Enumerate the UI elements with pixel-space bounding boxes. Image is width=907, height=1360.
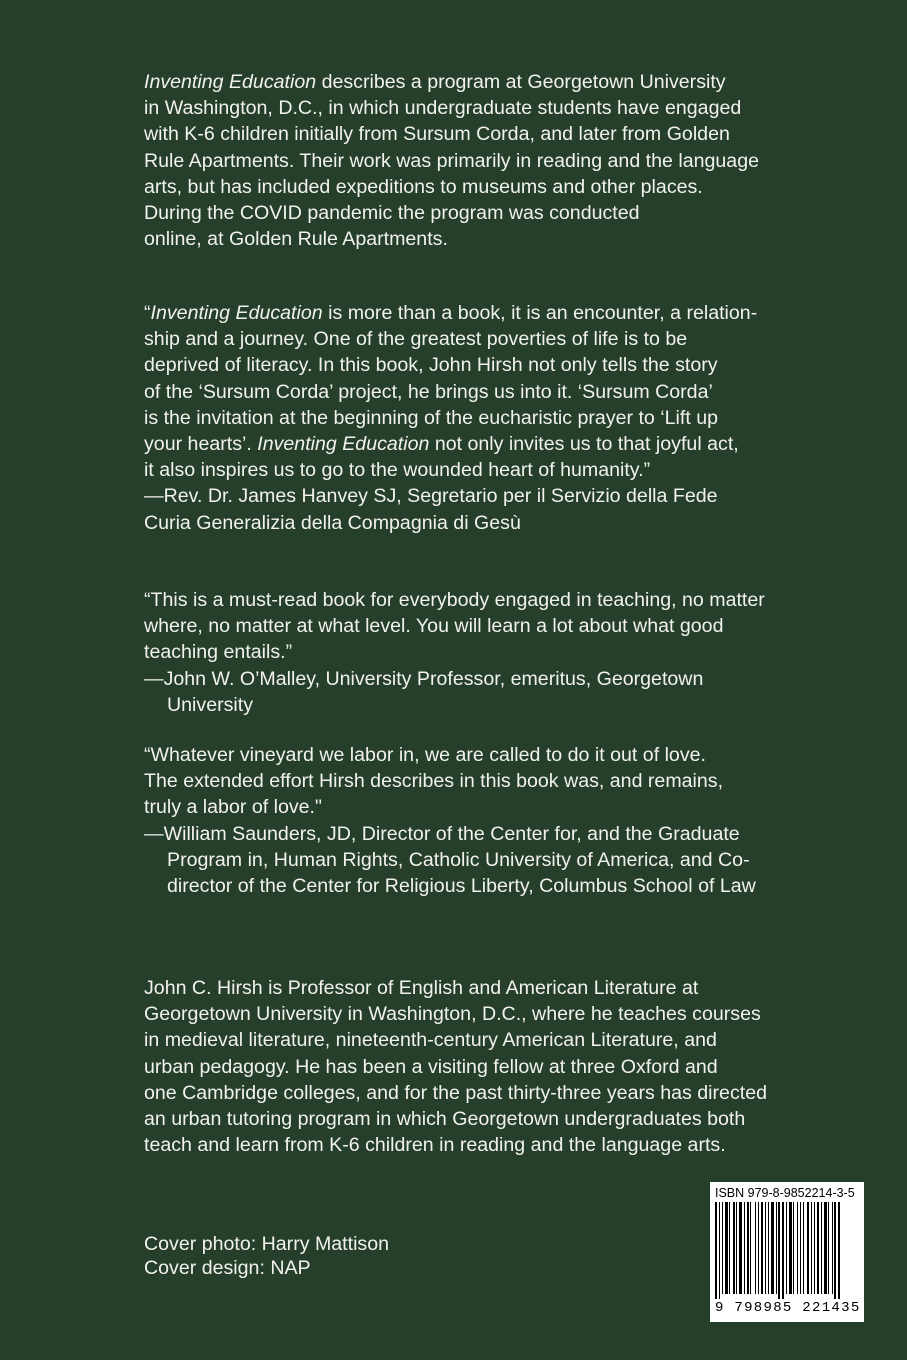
endorsement-omalley [144, 587, 834, 718]
barcode-bar [755, 1202, 756, 1294]
barcode-bar [729, 1202, 730, 1294]
barcode-bar [747, 1202, 749, 1294]
barcode-bar [832, 1202, 833, 1294]
endorsement-hanvey [144, 300, 834, 536]
barcode-bar [739, 1202, 742, 1294]
description-line: Rule Apartments. Their work was primarily in reading and the language [144, 149, 759, 172]
barcode-bar [786, 1202, 787, 1294]
barcode-bar [725, 1202, 728, 1294]
quote-attribution: —Rev. Dr. James Hanvey SJ, Segretario per il Servizio della Fede Curia Generalizia della Compagnia di Gesù [144, 485, 718, 534]
barcode-bar [715, 1202, 717, 1299]
barcode-bar [797, 1202, 798, 1294]
barcode-bar [776, 1202, 777, 1294]
description-line: Inventing Education describes a program at Georgetown University [144, 71, 726, 93]
barcode-bar [811, 1202, 812, 1294]
quote-text: “Inventing Education is more than a book, it is an encounter, a relation- ship and a journey. One of the greatest poverties of life is to be deprived of literacy. In this book, John Hirsh not only tells the story of the ‘Sursum Corda’ project, he brings us into it. ‘Sursum Corda’ is the invitation at the beginning of the eucharistic prayer to ‘Lift up your hearts’. Inventing Education not only invites us to that joyful act, it also inspires us to go to the wounded heart of humanity.” [144, 302, 758, 482]
barcode-bars [715, 1202, 859, 1299]
barcode-bar [761, 1202, 763, 1294]
barcode-bar [768, 1202, 769, 1294]
quote-attribution: —John W. O’Malley, University Professor, emeritus, Georgetown University [144, 667, 704, 716]
barcode-bar [750, 1202, 751, 1294]
cover-photo-credit: Cover photo: Harry Mattison [144, 1233, 390, 1255]
author-bio: John C. Hirsh is Professor of English and American Literature at Georgetown University in Washington, D.C., where he teaches courses in medieval literature, nineteenth-century American Literature, and urban pedagogy. He has been a visiting fellow at three Oxford and one Cambridge colleges, and for the past thirty-three years has directed an urban tutoring program in which Georgetown undergraduates both teach and learn from K-6 children in reading and the language arts. [144, 977, 767, 1157]
description-line: During the COVID pandemic the program was conducted [144, 202, 640, 225]
book-title: Inventing Education [144, 71, 317, 93]
barcode-bar [719, 1202, 720, 1299]
barcode-bar [722, 1202, 723, 1294]
barcode-bar [803, 1202, 804, 1294]
endorsement-saunders [144, 742, 834, 899]
isbn-label: ISBN 979-8-9852214-3-5 [715, 1186, 855, 1200]
barcode-bar [828, 1202, 829, 1294]
barcode-bar [736, 1202, 737, 1294]
description-line: with K-6 children initially from Sursum Corda, and later from Golden [144, 123, 730, 146]
barcode-bar [758, 1202, 759, 1294]
barcode-bar [824, 1202, 827, 1294]
cover-credits [144, 1232, 389, 1280]
barcode-bar [733, 1202, 735, 1294]
description-line: arts, but has included expeditions to museums and other places. [144, 175, 703, 198]
description-line: online, at Golden Rule Apartments. [144, 228, 448, 251]
barcode-bar [807, 1202, 809, 1294]
barcode-bar [814, 1202, 815, 1294]
barcode-bar [817, 1202, 819, 1294]
isbn-barcode [710, 1182, 864, 1322]
quote-text: “This is a must-read book for everybody engaged in teaching, no matter where, no matter at what level. You will learn a lot about what good teaching entails.” [144, 589, 765, 664]
barcode-bar [782, 1202, 784, 1299]
quote-text: “Whatever vineyard we labor in, we are called to do it out of love. The extended effort Hirsh describes in this book was, and remains, truly a labor of love." [144, 744, 724, 819]
barcode-bar [789, 1202, 792, 1294]
barcode-bar [834, 1202, 836, 1299]
barcode-bar [744, 1202, 745, 1294]
barcode-digits: 9 798985 221435 [715, 1300, 861, 1316]
cover-design-credit: Cover design: NAP [144, 1257, 311, 1279]
barcode-bar [838, 1202, 840, 1299]
book-description [144, 69, 834, 252]
description-line: in Washington, D.C., in which undergraduate students have engaged [144, 97, 742, 120]
barcode-bar [800, 1202, 801, 1294]
barcode-bar [821, 1202, 822, 1294]
barcode-bar [771, 1202, 774, 1294]
barcode-bar [778, 1202, 780, 1299]
barcode-bar [793, 1202, 794, 1294]
barcode-bar [765, 1202, 766, 1294]
quote-attribution: —William Saunders, JD, Director of the Center for, and the Graduate Program in, Human Rights, Catholic University of America, and Co- director of the Center for Religious Liberty, Columbus School of Law [144, 822, 756, 898]
